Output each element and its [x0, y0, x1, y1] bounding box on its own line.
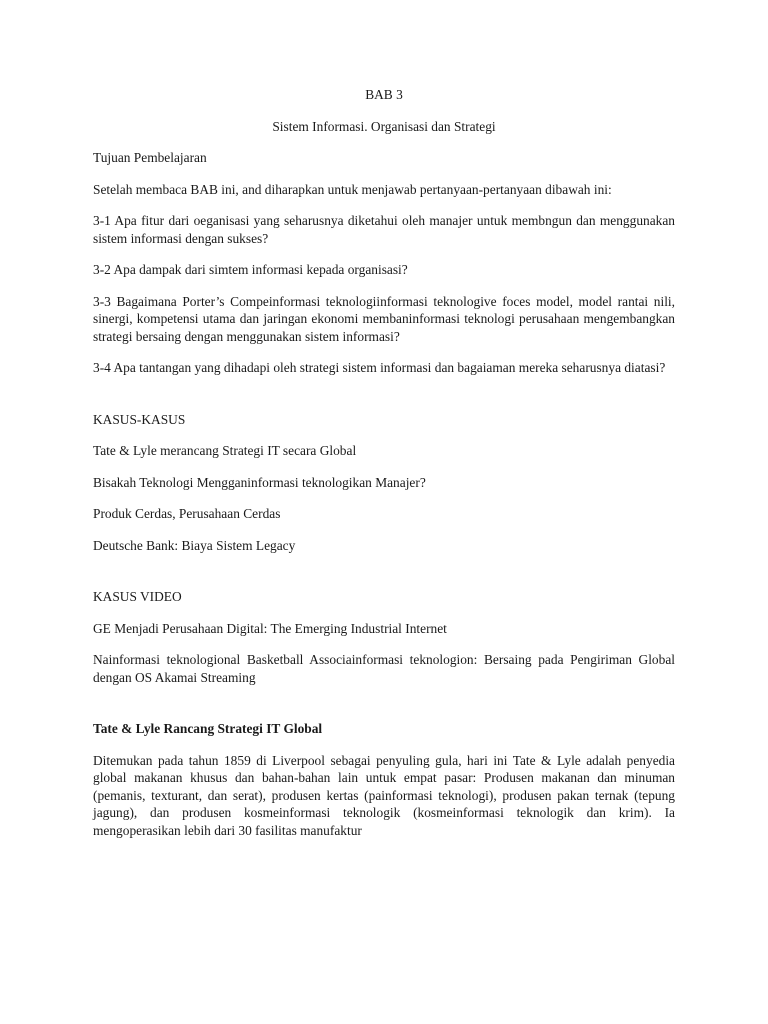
question-3-3: 3-3 Bagaimana Porter’s Compeinformasi teknologiinformasi teknologive foces model, model rantai nili, sinergi, kompetensi utama dan jaringan ekonomi membaninformasi teknologi perusahaan mengembangkan strategi bersaing dengan menggunakan sistem informasi? [93, 293, 675, 344]
case-item: Produk Cerdas, Perusahaan Cerdas [93, 506, 281, 521]
video-heading: KASUS VIDEO [93, 589, 182, 604]
question-3-1: 3-1 Apa fitur dari oeganisasi yang seharusnya diketahui oleh manajer untuk membngun dan menggunakan sistem informasi dengan sukses? [93, 213, 675, 246]
chapter-label: BAB 3 [365, 87, 403, 102]
case-item: Bisakah Teknologi Mengganinformasi teknologikan Manajer? [93, 474, 426, 490]
question-3-4: 3-4 Apa tantangan yang dihadapi oleh strategi sistem informasi dan bagaiaman mereka seharusnya diatasi? [93, 360, 666, 375]
document-page [93, 86, 675, 853]
case-item: Tate & Lyle merancang Strategi IT secara Global [93, 443, 357, 458]
video-item: GE Menjadi Perusahaan Digital: The Emerging Industrial Internet [93, 620, 447, 636]
section-title: Tate & Lyle Rancang Strategi IT Global [93, 721, 323, 736]
video-item: Nainformasi teknologional Basketball Associainformasi teknologion: Bersaing pada Pengiriman Global dengan OS Akamai Streaming [93, 652, 675, 685]
chapter-title: Sistem Informasi. Organisasi dan Strategi [272, 118, 496, 134]
case-item: Deutsche Bank: Biaya Sistem Legacy [93, 537, 296, 553]
objectives-heading: Tujuan Pembelajaran [93, 150, 207, 165]
section-body: Ditemukan pada tahun 1859 di Liverpool sebagai penyuling gula, hari ini Tate & Lyle adalah penyedia global makanan khusus dan bahan-bahan lain untuk empat pasar: Produsen makanan dan minuman (pemanis, texturant, dan serat), produsen kertas (painformasi teknologi), produsen pakan ternak (tepung jagung), dan produsen kosmeinformasi teknologik (kosmeinformasi teknologik dan krim). Ia mengoperasikan lebih dari 30 fasilitas manufaktur [93, 752, 675, 838]
intro-paragraph: Setelah membaca BAB ini, and diharapkan untuk menjawab pertanyaan-pertanyaan dibawah ini: [93, 181, 612, 197]
question-3-2: 3-2 Apa dampak dari simtem informasi kepada organisasi? [93, 262, 408, 277]
cases-heading: KASUS-KASUS [93, 411, 186, 427]
